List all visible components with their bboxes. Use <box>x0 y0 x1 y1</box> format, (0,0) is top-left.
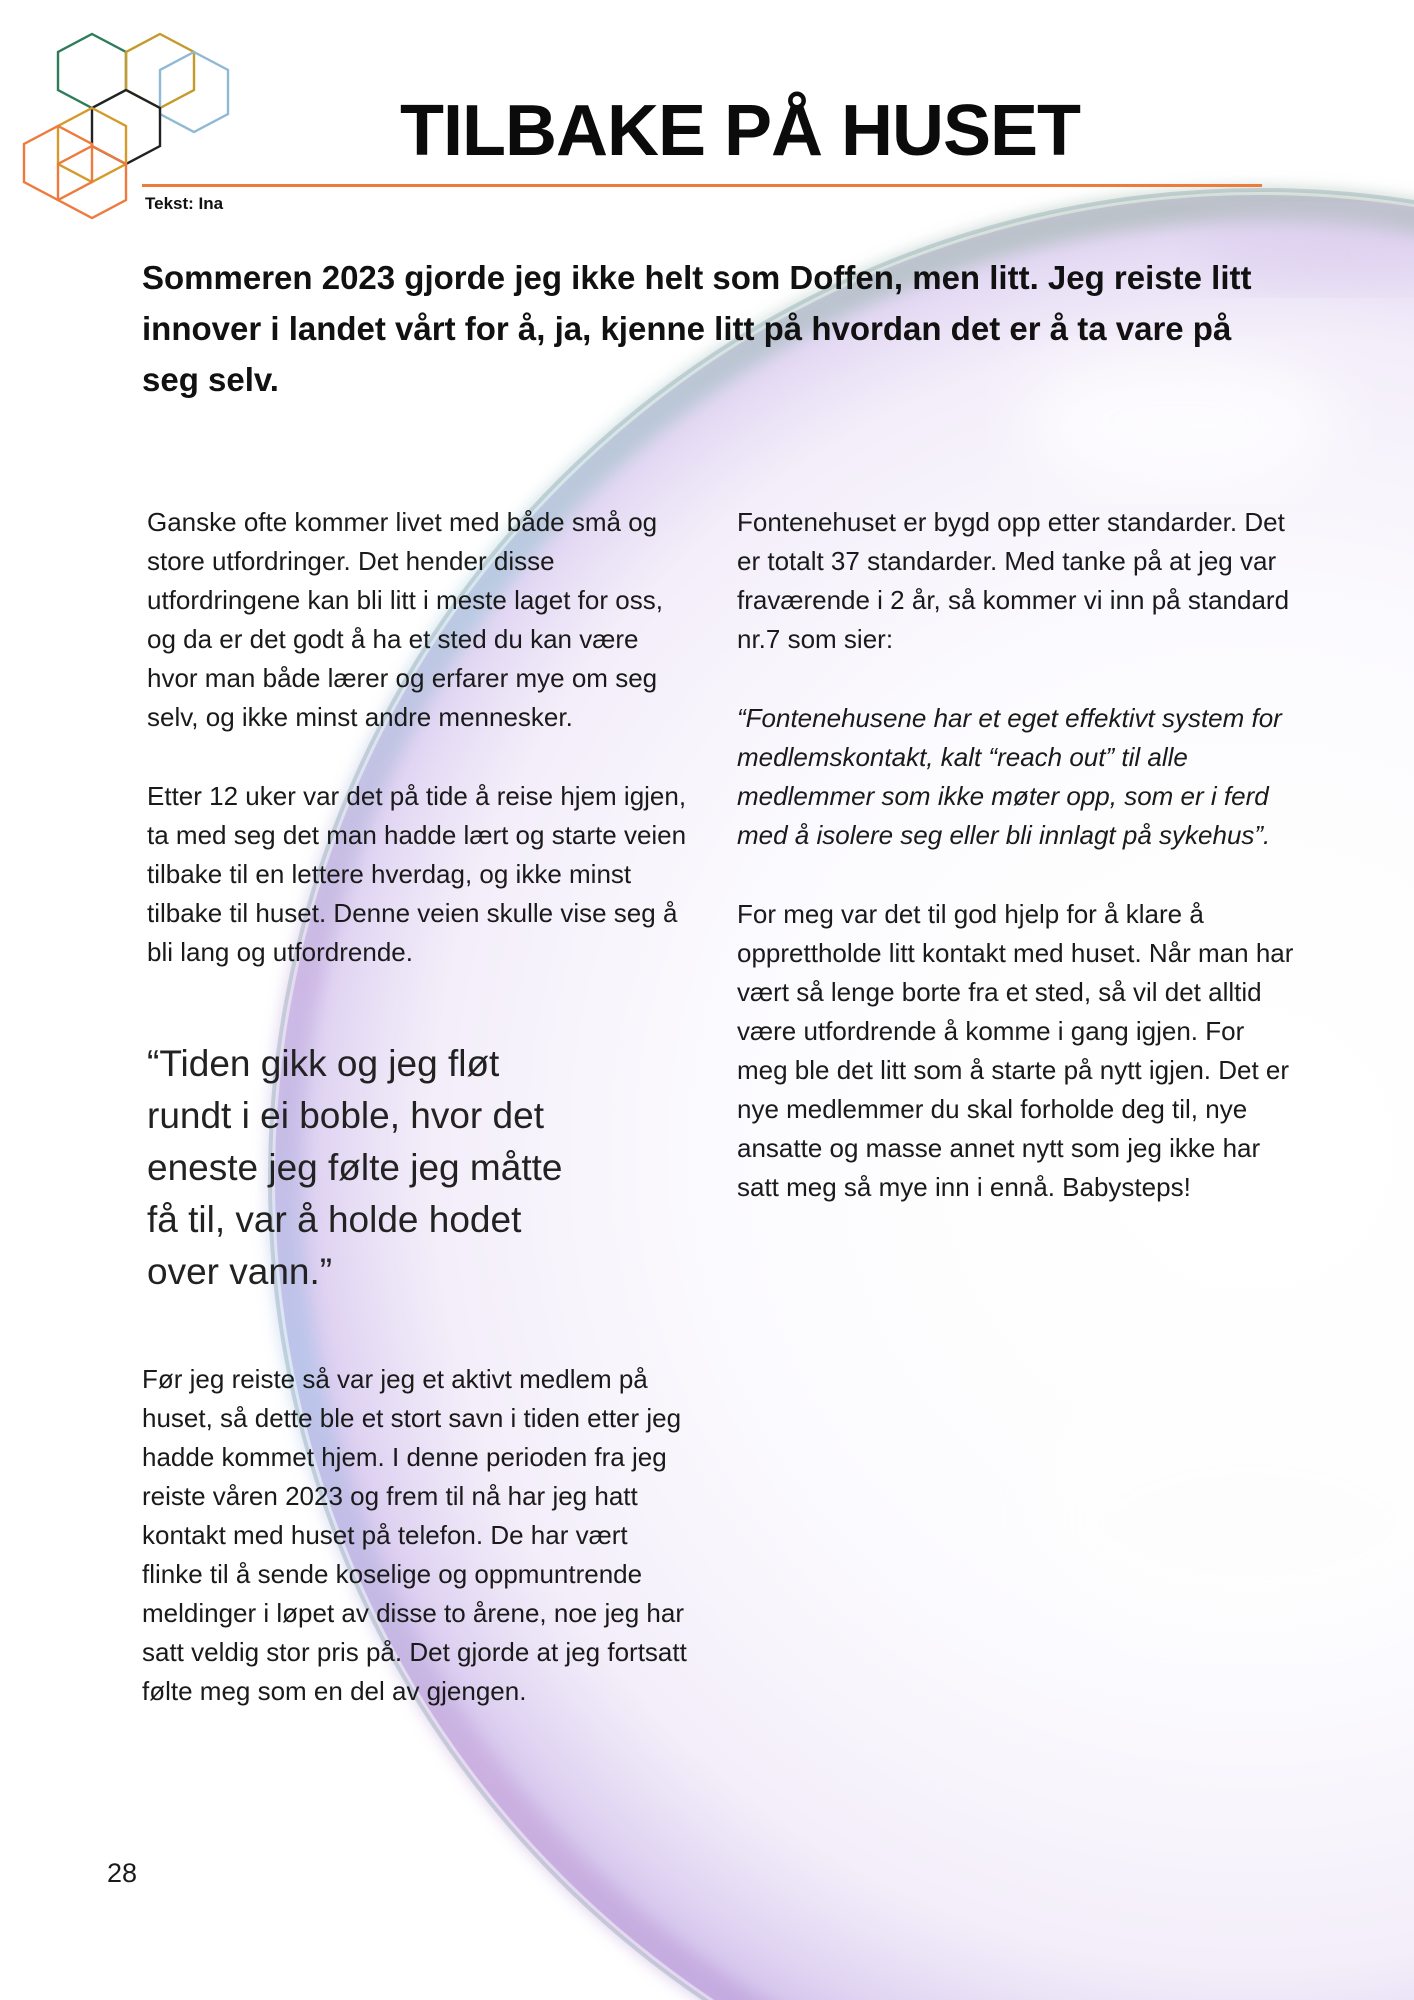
page-number: 28 <box>107 1858 138 1888</box>
title-divider <box>142 184 1262 187</box>
author-byline: Tekst: Ina <box>145 194 224 213</box>
right-paragraph-2: For meg var det til god hjelp for å klare å opprettholde litt kontakt med huset. Når man har vært så lenge borte fra et sted, så vil det alltid være utfordrende å komme i gang igjen. For meg ble det litt som å starte på nytt igjen. Det er nye medlemmer du skal forholde deg til, nye ansatte og masse annet nytt som jeg ikke har satt meg så mye inn i ennå. Babysteps! <box>737 899 1294 1202</box>
lead-paragraph: Sommeren 2023 gjorde jeg ikke helt som Doffen, men litt. Jeg reiste litt innover i landet vårt for å, ja, kjenne litt på hvordan det er å ta vare på seg selv. <box>142 259 1252 398</box>
left-paragraph-2: Etter 12 uker var det på tide å reise hjem igjen, ta med seg det man hadde lært og starte veien tilbake til en lettere hverdag, og ikke minst tilbake til huset. Denne veien skulle vise seg å bli lang og utfordrende. <box>147 781 687 967</box>
left-paragraph-1: Ganske ofte kommer livet med både små og store utfordringer. Det hender disse utfordringene kan bli litt i meste laget for oss, og da er det godt å ha et sted du kan være hvor man både lærer og erfarer mye om seg selv, og ikke minst andre mennesker. <box>147 507 663 732</box>
left-paragraph-3: Før jeg reiste så var jeg et aktivt medlem på huset, så dette ble et stort savn i tiden etter jeg hadde kommet hjem. I denne perioden fra jeg reiste våren 2023 og frem til nå har jeg hatt kontakt med huset på telefon. De har vært flinke til å sende koselige og oppmuntrende meldinger i løpet av disse to årene, noe jeg har satt veldig stor pris på. Det gjorde at jeg fortsatt følte meg som en del av gjengen. <box>142 1364 687 1706</box>
left-column <box>142 503 692 1711</box>
right-column <box>737 503 1297 1207</box>
standard-quote: “Fontenehusene har et eget effektivt system for medlemskontakt, kalt “reach out” til alle medlemmer som ikke møter opp, som er i ferd med å isolere seg eller bli innlagt på sykehus”. <box>737 703 1282 850</box>
hexagon-logo-icon <box>20 14 260 234</box>
pull-quote: “Tiden gikk og jeg fløt rundt i ei boble, hvor det eneste jeg følte jeg måtte få til, var å holde hodet over vann.” <box>147 1043 563 1292</box>
page-title: TILBAKE PÅ HUSET <box>400 91 1081 171</box>
right-paragraph-1: Fontenehuset er bygd opp etter standarder. Det er totalt 37 standarder. Med tanke på at jeg var fraværende i 2 år, så kommer vi inn på standard nr.7 som sier: <box>737 507 1290 654</box>
